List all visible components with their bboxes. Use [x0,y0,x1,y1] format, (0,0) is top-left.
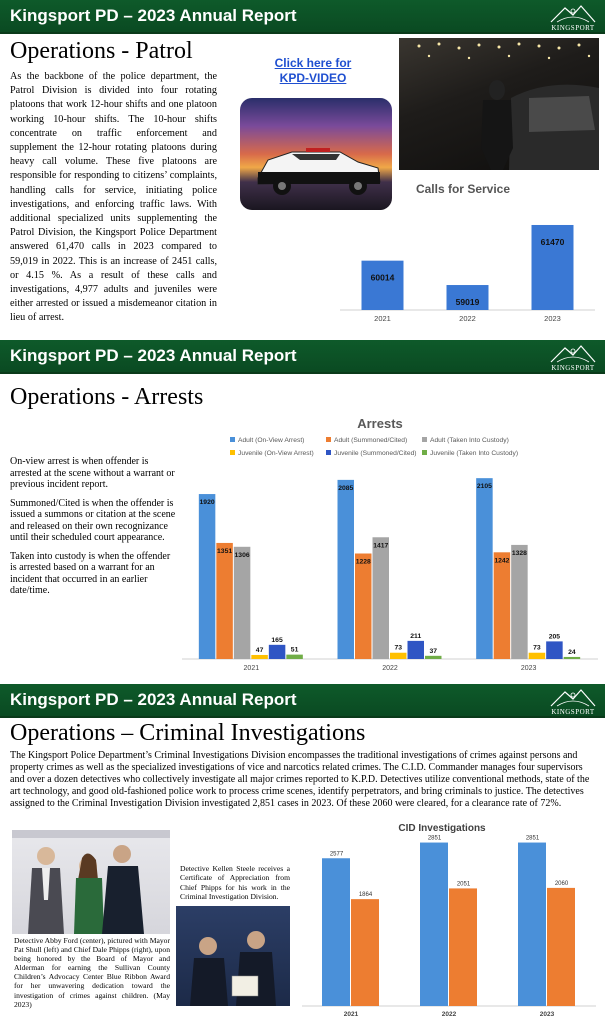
legend-swatch [326,450,331,455]
legend-label: Juvenile (Summoned/Cited) [334,450,417,457]
arrests-chart [180,412,600,680]
kingsport-logo [547,2,599,32]
data-label: 2851 [525,835,540,842]
x-tick-label: 2022 [441,1011,457,1018]
data-label: 1242 [494,557,510,565]
award-photo-caption: Detective Abby Ford (center), pictured with Mayor Pat Shull (left) and Chief Dale Phipps (right), upon being honored by the Board of Mayor and Alderman for earning the Sullivan County Children’s Advocacy Center Blue Ribbon Award for her unwavering dedication toward the investigation of crimes against children. (May 2023) [14,936,170,1009]
data-label: 2851 [427,835,442,842]
legend-label: Adult (Summoned/Cited) [334,437,408,444]
cid-investigations-chart [300,816,600,1022]
on-view-definition: On-view arrest is when offender is arrested at the scene without a warrant or previous incident report. [10,456,175,490]
banner-title: Kingsport PD – 2023 Annual Report [10,6,297,25]
chart-title: Calls for Service [415,182,511,196]
certificate-photo [176,906,290,1006]
banner [0,0,605,34]
data-label: 165 [271,636,283,644]
criminal-investigations-section [0,684,605,1024]
x-tick-label: 2023 [544,314,561,323]
data-label: 1864 [358,892,373,899]
data-label: 1417 [373,542,389,550]
bar [251,655,268,659]
banner [0,684,605,718]
logo-text: KINGSPORT [551,24,595,32]
legend-swatch [326,437,331,442]
mountain-logo-icon [547,342,599,364]
data-label: 1328 [511,549,527,557]
kingsport-logo [547,342,599,372]
page-title: Operations - Arrests [10,384,204,410]
bar [408,641,425,659]
bar [420,843,448,1006]
legend-swatch [422,450,427,455]
x-tick-label: 2022 [459,314,476,323]
bar [476,478,493,659]
certificate-photo-caption: Detective Kellen Steele receives a Certificate of Appreciation from Chief Phipps for his work in the Criminal Investigation Division. [180,864,290,901]
bar [199,494,216,659]
bar [390,653,407,659]
kpd-video-link[interactable]: Click here for KPD-VIDEO [274,56,352,85]
bar [546,641,563,659]
legend-swatch [230,437,235,442]
x-tick-label: 2021 [343,1011,359,1018]
bar [322,858,350,1006]
data-label: 2085 [338,484,354,492]
banner [0,340,605,374]
data-label: 59019 [455,297,480,308]
patrol-section [0,0,605,338]
arrest-definitions [10,456,178,604]
bar [511,545,527,659]
summoned-definition: Summoned/Cited is when the offender is issued a summons or citation at the scene and released on their own recognizance until their scheduled court appearance. [10,497,176,543]
legend-label: Adult (Taken Into Custody) [430,437,509,444]
bar [529,653,546,659]
bar [518,843,546,1006]
officer-patrol-car-photo [399,38,599,170]
legend-label: Adult (On-View Arrest) [238,437,305,444]
page-title: Operations - Patrol [10,38,193,64]
bar [564,657,581,659]
bar [286,655,303,659]
data-label: 211 [410,632,422,640]
legend-swatch [422,437,427,442]
bar [547,888,575,1006]
bar [234,547,251,659]
banner-title: Kingsport PD – 2023 Annual Report [10,346,297,365]
bar [449,888,477,1006]
bar [269,645,286,659]
data-label: 61470 [540,236,565,247]
bar [351,899,379,1006]
x-tick-label: 2023 [520,665,537,672]
calls-for-service-chart [335,178,600,328]
data-label: 1228 [355,558,371,566]
data-label: 2060 [554,880,569,887]
legend-label: Juvenile (On-View Arrest) [238,450,314,457]
data-label: 2577 [329,851,344,858]
data-label: 73 [394,644,403,652]
arrests-section [0,340,605,682]
award-ceremony-photo [12,830,170,934]
data-label: 1351 [217,547,233,555]
x-tick-label: 2021 [243,665,260,672]
chart-title: CID Investigations [398,823,486,834]
bar [373,537,390,659]
banner-title: Kingsport PD – 2023 Annual Report [10,690,297,709]
data-label: 2051 [456,881,471,888]
data-label: 1920 [199,499,215,507]
x-tick-label: 2023 [539,1011,555,1018]
logo-text: KINGSPORT [551,708,595,716]
chart-title: Arrests [357,416,403,431]
data-label: 24 [568,648,576,656]
x-tick-label: 2021 [374,314,391,323]
custody-definition: Taken into custody is when the offender is arrested based on a warrant for an incident that occurred in an earlier date/time. [10,550,171,596]
data-label: 73 [533,644,541,652]
logo-text: KINGSPORT [551,364,595,372]
patrol-description: As the backbone of the police department, the Patrol Division is divided into four rotating platoons that work 12-hour shifts and one platoon working 10-hour shifts. The 10-hour shifts concentrate on traffic enforcement and supplement the 12-hour rotating platoons during heavy call volume. These five platoons are responsible for responding to citizens’ complaints, handling calls for service, initiating police investigations, and enforcing traffic laws. With additional specialized units supplementing the Patrol Division, the Kingsport Police Department answered 61,470 calls in 2023 compared to 59,019 in 2022. This is an increase of 2451 calls, or 4.15 %. As a result of these calls and investigations, 4,977 adults and juveniles were either arrested or issued a misdemeanor citation in lieu of arrest. [10,71,217,324]
mountain-logo-icon [547,2,599,24]
legend-swatch [230,450,235,455]
bar-2021 [362,261,404,310]
page-title: Operations – Criminal Investigations [10,720,366,746]
legend-label: Juvenile (Taken Into Custody) [430,450,519,457]
bar [425,656,442,659]
data-label: 205 [548,633,561,641]
data-label: 60014 [370,272,395,283]
bar [494,552,511,659]
data-label: 1306 [234,551,250,559]
mountain-logo-icon [547,686,599,708]
data-label: 2105 [476,483,492,491]
bar [338,480,355,659]
bar [216,543,233,659]
x-tick-label: 2022 [382,665,398,672]
data-label: 37 [429,647,438,655]
cid-description: The Kingsport Police Department’s Criminal Investigations Division encompasses the traditional investigations of crimes against persons and property crimes as well as the specialized investigations of vice and narcotics related crimes. The C.I.D. Commander manages four supervisors and over a dozen detectives who collectively investigate all major crimes reported to K.P.D. Detectives utilize conventional methods, state of the art technology, and good old-fashioned police work to process crime scenes, identify perpetrators, and bring criminals to justice. The detectives assigned to the Criminal Investigation Division investigated 2,851 cases in 2023. Of these 2060 were cleared, for a clearance rate of 72%. [10,750,590,809]
kingsport-logo [547,686,599,716]
bar [355,554,372,659]
data-label: 51 [290,646,299,654]
data-label: 47 [255,646,264,654]
